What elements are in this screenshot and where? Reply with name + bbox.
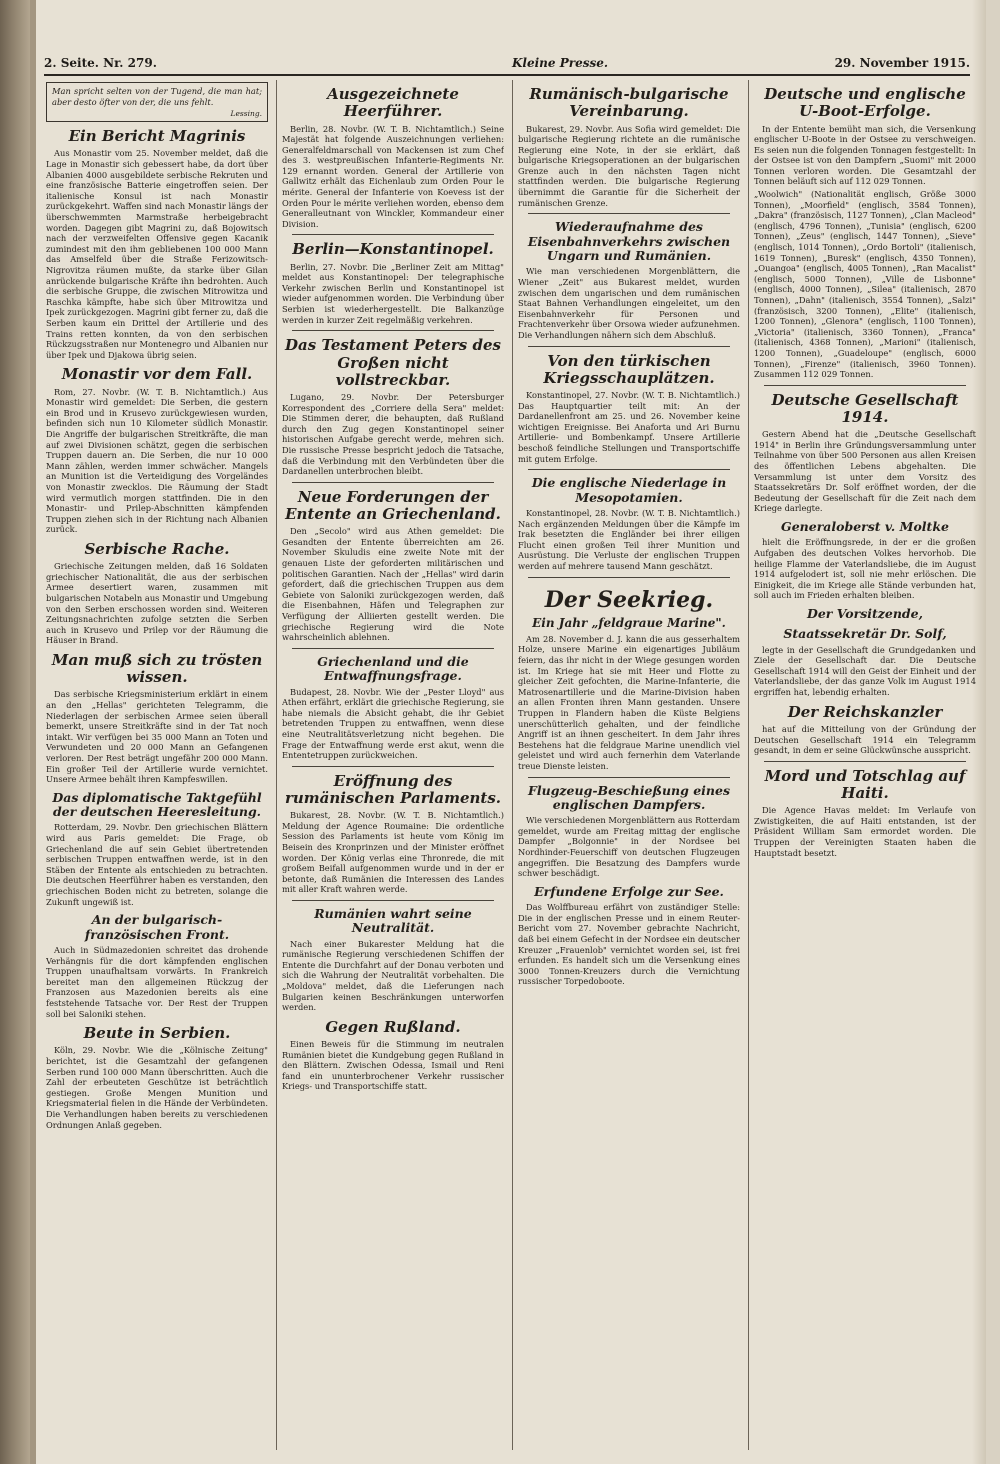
article-title: Der Reichskanzler [787,702,943,721]
article-body: Rotterdam, 29. Novbr. Den griechischen Blättern wird aus Paris gemeldet: Die Frage, ob Griechenland die auf sein Gebiet übertretenden serbischen Truppen entwaffnen werde, ist in den Stäben der Entente als entschieden zu betrachten. Die deutschen Heerführer haben es verstanden, den griechischen Boden nicht zu betreten, solange die Zukunft ungewiß ist. [46,822,268,907]
article-divider [292,900,494,901]
article-title: Von den türkischen Kriegsschauplätzen. [543,351,715,387]
article-body: Berlin, 28. Novbr. (W. T. B. Nichtamtlich.) Seine Majestät hat folgende Auszeichnungen verliehen: Generalfeldmarschall von Mackensen ist zum Chef des 3. westpreußischen Infanterie-Regiments Nr. 129 ernannt worden. General der Artillerie von Gallwitz erhält das Eichenlaub zum Orden Pour le mérite. General der Infanterie von Koevess ist der Orden Pour le mérite verliehen worden, ebenso dem Generalleutnant von Winckler, Kommandeur einer Division. [282,123,504,229]
section-title: Der Seekrieg. [544,586,714,613]
article-body: Den „Secolo" wird aus Athen gemeldet: Die Gesandten der Entente überreichten am 26. November Skuludis eine zweite Note mit der genauen Liste der geforderten militärischen und politischen Garantien. Nach der „Hellas" wird darin gefordert, daß die griechischen Truppen aus dem Gebiete von Saloniki zurückgezogen werden, daß die Eisenbahnen, Häfen und Telegraphen zur Verfügung der Alliierten gestellt werden. Die griechische Regierung wird die Note wahrscheinlich ablehnen. [282,526,504,643]
column-1 [46,80,268,1450]
masthead [44,56,984,74]
article-divider [292,482,494,483]
article-body: Bukarest, 29. Novbr. Aus Sofia wird gemeldet: Die bulgarische Regierung richtete an die rumänische Regierung eine Note, in der sie erklärt, daß bulgarische Kriegsoperationen an der bulgarischen Grenze auch in den nächsten Tagen nicht stattfinden werden. Die bulgarische Regierung übernimmt die Garantie für die Sicherheit der rumänischen Grenze. [518,123,740,208]
article-divider [292,330,494,331]
book-spine [0,0,30,1464]
article-divider [292,234,494,235]
article-body: Aus Monastir vom 25. November meldet, daß die Lage in Monastir sich gebessert habe, da dort über Albanien 4000 ausgebildete serbische Rekruten und eine französische Batterie eingetroffen seien. Der italienische Konsul ist nach Monastir zurückgekehrt. Waffen sind nach Monastir längs der überschwemmten Marmstraße herbeigebracht worden. Dagegen gibt Magrini zu, daß Bojowitsch nach der verzweifelten Offensive gegen Kacanik zumindest mit den ihm gebliebenen 100 000 Mann das Amselfeld über die Straße Ferizowitsch-Nigrovitza räumen mußte, da starke über Gilan anrückende bulgarische Kräfte ihn bedrohten. Auch die serbische Gruppe, die zwischen Mitrowitza und Raschka kämpfte, habe sich über Mitrowitza und Ipek zurückgezogen. Magrini gibt ferner zu, daß die Serben kaum ein Drittel der Artillerie und des Trains retten konnten, da von den serbischen Rückzugsstraßen nur Montenegro und Albanien nur über Ipek und Djakowa übrig seien. [46,148,268,360]
column-4 [754,80,976,1450]
article-body: Köln, 29. Novbr. Wie die „Kölnische Zeitung" berichtet, ist die Gesamtzahl der gefangenen Serben rund 100 000 Mann überschritten. Auch die Zahl der erbeuteten Geschütze ist beträchtlich gestiegen. Große Mengen Munition und Kriegsmaterial fielen in die Hände der Verbündeten. Die Verhandlungen haben bereits zu verschiedenen Ordnungen Anlaß gegeben. [46,1045,268,1130]
article-title: Serbische Rache. [84,539,230,558]
motto-author: Lessing. [230,109,262,119]
article-body: legte in der Gesellschaft die Grundgedanken und Ziele der Gesellschaft dar. Die Deutsche Gesellschaft 1914 will den Geist der Einheit und der Vaterlandsliebe, der das ganze Volk im August 1914 ergriffen hat, lebendig erhalten. [754,644,976,698]
article-title: Rumänisch-bulgarische Vereinbarung. [529,85,729,121]
article-subheading: Generaloberst v. Moltke [781,519,949,534]
article-divider [528,777,730,778]
article-title: Griechenland und die Entwaffnungsfrage. [317,653,469,684]
column-divider [748,80,749,1450]
article-title: Die englische Niederlage in Mesopotamien. [531,475,727,505]
motto-box [46,82,268,122]
article-divider [764,761,966,762]
article-title: Deutsche Gesellschaft 1914. [771,390,959,426]
column-3 [518,80,740,1450]
article-body: Auch in Südmazedonien schreitet das drohende Verhängnis für die dort kämpfenden englischen Truppen unaufhaltsam vorwärts. In Frankreich bereitet man den allgemeinen Rückzug der Franzosen aus Mazedonien bereits als eine feststehende Tatsache vor. Der Rest der Truppen soll bei Saloniki stehen. [46,944,268,1019]
article-divider [292,766,494,767]
column-divider [276,80,277,1450]
article-body: Einen Beweis für die Stimmung im neutralen Rumänien bietet die Kundgebung gegen Rußland in den Blättern. Zwischen Odessa, Ismail und Reni fand ein ununterbrochener Verkehr russischer Kriegs- und Transportschiffe statt. [282,1039,504,1092]
article-title: Deutsche und englische U-Boot-Erfolge. [764,85,966,121]
article-divider [528,213,730,214]
article-body: Die Agence Havas meldet: Im Verlaufe von Zwistigkeiten, die auf Haiti entstanden, ist der Präsident William Sam ermordet worden. Die Truppen der Vereinigten Staaten haben die Hauptstadt besetzt. [754,805,976,858]
article-body: Am 28. November d. J. kann die aus gesserhaltem Holze, unsere Marine ein eigenartiges Jubiläum feiern, das ihr nicht in der Wiege gesungen worden ist. Im Kriege hat sie mit Heer und Flotte zu gleicher Zeit gefochten, die Marine-Infanterie, die Matrosenartillerie und die Marine-Division haben an allen Fronten ihren Mann gestanden. Unsere Truppen in Flandern haben die Küste Belgiens unerschütterlich gehalten, und der feindliche Angriff ist an ihnen gescheitert. In dem Jahr ihres Bestehens hat die feldgraue Marine unendlich viel geleistet und wird auch fernerhin dem Vaterlande treue Dienste leisten. [518,633,740,771]
masthead-rule [44,74,970,76]
article-body: Wie man verschiedenen Morgenblättern, die Wiener „Zeit" aus Bukarest meldet, wurden zwischen dem ungarischen und dem rumänischen Staat Bahnen Verhandlungen eingeleitet, um den Eisenbahnverkehr für Personen und Frachtenverkehr über Orsowa wieder aufzunehmen. Die Verhandlungen nähern sich dem Abschluß. [518,266,740,340]
article-subheading: Staatssekretär Dr. Solf, [783,626,947,642]
article-title: Monastir vor dem Fall. [61,365,253,384]
article-divider [528,469,730,470]
article-title: Erfundene Erfolge zur See. [534,883,724,899]
article-title: Beute in Serbien. [83,1024,231,1043]
article-title: Berlin—Konstantinopel. [292,240,494,259]
article-body: Budapest, 28. Novbr. Wie der „Pester Lloyd" aus Athen erfährt, erklärt die griechische Regierung, sie habe niemals die Absicht gehabt, die ihr Gebiet betretenden Truppen zu entwaffnen, wenn diese eine Neutralitätsverletzung nicht begehen. Die Frage der Entwaffnung werde erst akut, wenn die Ententetruppen zurückweichen. [282,686,504,761]
article-body: Lugano, 29. Novbr. Der Petersburger Korrespondent des „Corriere della Sera" meldet: Die Stimmen derer, die behaupten, daß Rußland durch den Zug gegen Konstantinopel seiner historischen Aufgabe gerecht werde, mehren sich. Die russische Presse bespricht jedoch die Tatsache, daß die Verbindung mit den Verbündeten über die Dardanellen unterbrochen bleibt. [282,392,504,477]
newspaper-title: Kleine Presse. [512,56,609,70]
page-number: 2. Seite. Nr. 279. [44,56,157,70]
article-body: Rom, 27. Novbr. (W. T. B. Nichtamtlich.) Aus Monastir wird gemeldet: Die Serben, die gestern ein Brod und in Krusevo zurückgewiesen wurden, befinden sich nun 10 Kilometer südlich Monastir. Die Angriffe der bulgarischen Streitkräfte, die man auf zwei Divisionen schätzt, gegen die serbischen Truppen dauern an. Die Serben, die nur 10 000 Mann zählen, werden immer schwächer. Mangels an Munition ist die Verteidigung des Vorgeländes von Monastir zwecklos. Die Räumung der Stadt wird vermutlich morgen stattfinden. Die in den Monastir- und Prilep-Abschnitten kämpfenden Truppen ziehen sich in der Richtung nach Albanien zurück. [46,386,268,535]
article-title: Eröffnung des rumänischen Parlaments. [285,771,501,807]
article-title: Wiederaufnahme des Eisenbahnverkehrs zwischen Ungarn und Rumänien. [527,219,731,263]
article-title: Flugzeug-Beschießung eines englischen Dampfers. [527,782,731,812]
article-title: Ein Bericht Magrinis [68,127,246,146]
article-subheading: Der Vorsitzende, [807,605,923,621]
article-title: Neue Forderungen der Entente an Griechenland. [285,487,501,523]
article-body: Gestern Abend hat die „Deutsche Gesellschaft 1914" in Berlin ihre Gründungsversammlung unter Teilnahme von über 500 Personen aus allen Kreisen des öffentlichen Lebens abgehalten. Die Versammlung ist unter dem Vorsitz des Staatssekretärs Dr. Solf eröffnet worden, der die Bedeutung der Gesellschaft für die Zeit nach dem Kriege darlegte. [754,429,976,514]
article-divider [764,385,966,386]
article-body: Bukarest, 28. Novbr. (W. T. B. Nichtamtlich.) Meldung der Agence Roumaine: Die ordentliche Session des Parlaments ist heute vom König im Beisein des Kronprinzen und der Minister eröffnet worden. Der König verlas eine Thronrede, die mit großem Beifall aufgenommen wurde und in der er betonte, daß Rumänien die Interessen des Landes mit aller Kraft wahren werde. [282,810,504,895]
article-body: Berlin, 27. Novbr. Die „Berliner Zeit am Mittag" meldet aus Konstantinopel: Der telegraphische Verkehr zwischen Berlin und Konstantinopel ist wieder aufgenommen worden. Die Verbindung über Serbien ist wiederhergestellt. Die Balkanzüge werden in kurzer Zeit regelmäßig verkehren. [282,261,504,325]
article-body: Konstantinopel, 28. Novbr. (W. T. B. Nichtamtlich.) Nach ergänzenden Meldungen über die Kämpfe im Irak besetzten die Engländer bei ihrer eiligen Flucht einen großen Teil ihrer Munition und Ausrüstung. Die Verluste der englischen Truppen werden auf mehrere tausend Mann geschätzt. [518,507,740,571]
article-title: Mord und Totschlag auf Haiti. [764,766,966,802]
article-title: Gegen Rußland. [325,1017,461,1036]
issue-date: 29. November 1915. [834,56,970,70]
article-title: Das diplomatische Taktgefühl der deutschen Heeresleitung. [52,789,262,820]
motto-text: Man spricht selten von der Tugend, die man hat; aber desto öfter von der, die uns fehlt. [52,86,262,107]
article-body: Das serbische Kriegsministerium erklärt in einem an den „Hellas" gerichteten Telegramm, die Niederlagen der serbischen Armee seien überall bemerkt, unsere Streitkräfte sind in der Tat noch intakt. Wir verfügen bei 35 000 Mann an Toten und Verwundeten und 20 000 Mann an Gefangenen verloren. Der Rest beträgt ungefähr 200 000 Mann. Ein großer Teil der Artillerie wurde vernichtet. Unsere Armee behält ihren Kampfeswillen. [46,689,268,785]
article-title: An der bulgarisch-französischen Front. [84,912,230,942]
article-body: Das Wolffbureau erfährt von zuständiger Stelle: Die in der englischen Presse und in einem Reuter-Bericht vom 27. November gebrachte Nachricht, daß bei einem Gefecht in der Nordsee ein deutscher Kreuzer „Frauenlob" vernichtet worden sei, ist frei erfunden. Es handelt sich um die Versenkung eines 3000 Tonnen-Kreuzers durch die Vernichtung russischer Torpedoboote. [518,902,740,987]
article-title: Rumänien wahrt seine Neutralität. [314,905,472,936]
article-body: Nach einer Bukarester Meldung hat die rumänische Regierung verschiedenen Schiffen der Entente die Durchfahrt auf der Donau verboten und sich die Wahrung der Neutralität vorbehalten. Die „Moldova" meldet, daß die Lieferungen nach Bulgarien keinen Beschränkungen unterworfen werden. [282,938,504,1013]
article-title: Das Testament Peters des Großen nicht vollstreckbar. [285,336,501,389]
article-title: Ausgezeichnete Heerführer. [327,85,459,121]
section-subtitle: Ein Jahr „feldgraue Marine". [532,615,726,630]
article-divider [528,577,730,578]
article-divider [292,648,494,649]
column-divider [512,80,513,1450]
article-body: hat auf die Mitteilung von der Gründung der Deutschen Gesellschaft 1914 ein Telegramm gesandt, in dem er seine Glückwünsche ausspricht. [754,723,976,756]
article-title: Man muß sich zu trösten wissen. [51,650,263,687]
article-body: Griechische Zeitungen melden, daß 16 Soldaten griechischer Nationalität, die aus der serbischen Armee desertiert waren, zusammen mit bulgarischen Notabeln aus Monastir und Umgebung von den Serben erschossen worden sind. Weiteren Zeitungsnachrichten zufolge setzten die Serben auch in Krusevo und Prilep vor der Räumung die Häuser in Brand. [46,561,268,646]
article-body: hielt die Eröffnungsrede, in der er die großen Aufgaben des deutschen Volkes hervorhob. Die heilige Flamme der Vaterlandsliebe, die im August 1914 aufgelodert ist, soll nie mehr erlöschen. Die Einigkeit, die im Kriege alle Stände verbunden hat, soll auch im Frieden erhalten bleiben. [754,537,976,601]
article-body: In der Entente bemüht man sich, die Versenkung englischer U-Boote in der Ostsee zu verschweigen. Es seien nun die folgenden Tonnagen festgestellt: In der Ostsee ist von den Dampfern „Suomi" mit 2000 Tonnen verloren worden. Die Gesamtzahl der Tonnen beläuft sich auf 112 029 Tonnen. [754,123,976,187]
ship-list: „Woolwich" (Nationalität englisch, Größe 3000 Tonnen), „Moorfield" (englisch, 3584 Tonnen), „Dakra" (französisch, 1127 Tonnen), „Clan Macleod" (englisch, 4796 Tonnen), „Tunisia" (englisch, 6200 Tonnen), „Zeus" (englisch, 1447 Tonnen), „Sieve" (englisch, 1014 Tonnen), „Ordo Bortoli" (italienisch, 1619 Tonnen), „Buresk" (englisch, 4350 Tonnen), „Ouangoa" (englisch, 4005 Tonnen), „Ran Macalist" (englisch, 5000 Tonnen), „Ville de Lisbonne" (englisch, 4000 Tonnen), „Silea" (italienisch, 2870 Tonnen), „Dahn" (italienisch, 3554 Tonnen), „Salzi" (französisch, 3200 Tonnen), „Elite" (italienisch, 1200 Tonnen), „Glenora" (englisch, 1100 Tonnen), „Victoria" (italienisch, 3360 Tonnen), „Franca" (italienisch, 4368 Tonnen), „Marioni" (italienisch, 1200 Tonnen), „Guadeloupe" (englisch, 6000 Tonnen), „Firenze" (italienisch, 3960 Tonnen). Zusammen 112 029 Tonnen. [754,189,976,380]
article-divider [528,346,730,347]
article-body: Wie verschiedenen Morgenblättern aus Rotterdam gemeldet, wurde am Freitag mittag der englische Dampfer „Bolgonnie" in der Nordsee bei Nordhinder-Feuerschiff von deutschen Flugzeugen angegriffen. Die Besatzung des Dampfers wurde schwer beschädigt. [518,815,740,879]
column-2 [282,80,504,1450]
article-body: Konstantinopel, 27. Novbr. (W. T. B. Nichtamtlich.) Das Hauptquartier teilt mit: An der Dardanellenfront am 25. und 26. November keine wichtigen Ereignisse. Bei Anaforta und Ari Burnu Artillerie- und Bombenkampf. Unsere Artillerie beschoß feindliche Stellungen und Transportschiffe mit gutem Erfolge. [518,390,740,464]
